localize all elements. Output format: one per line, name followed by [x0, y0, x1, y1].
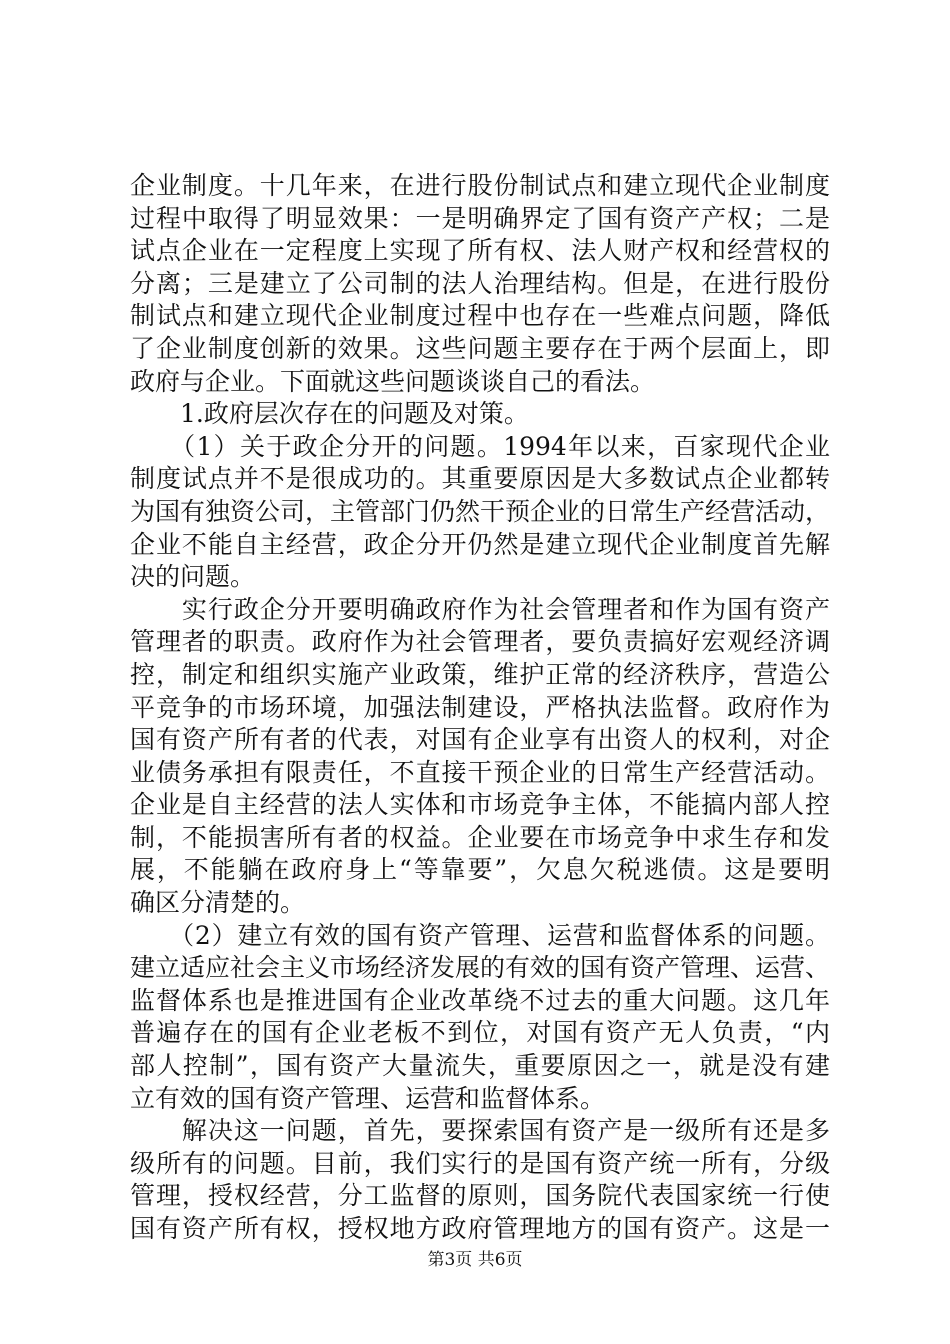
- text-line: 制试点和建立现代企业制度过程中也存在一些难点问题，降低: [130, 301, 830, 331]
- text-line: 管理，授权经营，分工监督的原则，国务院代表国家统一行使: [130, 1181, 830, 1211]
- text-line: 部人控制”，国有资产大量流失，重要原因之一，就是没有建: [130, 1051, 830, 1081]
- text-line: 决的问题。: [130, 562, 256, 592]
- text-line: 展，不能躺在政府身上“等靠要”，欠息欠税逃债。这是要明: [130, 855, 830, 885]
- text-line: 了企业制度创新的效果。这些问题主要存在于两个层面上，即: [130, 333, 830, 363]
- page-footer: [0, 1245, 950, 1270]
- text-line: 制，不能损害所有者的权益。企业要在市场竞争中求生存和发: [130, 822, 830, 852]
- text-line: 实行政企分开要明确政府作为社会管理者和作为国有资产: [130, 594, 830, 624]
- text-line: 确区分清楚的。: [130, 888, 306, 918]
- text-line: 级所有的问题。目前，我们实行的是国有资产统一所有，分级: [130, 1148, 830, 1178]
- text-line: 建立适应社会主义市场经济发展的有效的国有资产管理、运营、: [130, 953, 831, 983]
- text-line: 管理者的职责。政府作为社会管理者，要负责搞好宏观经济调: [130, 627, 830, 657]
- document-body: [130, 170, 830, 1246]
- text-line: 平竞争的市场环境，加强法制建设，严格执法监督。政府作为: [130, 692, 830, 722]
- text-line: （2）建立有效的国有资产管理、运营和监督体系的问题。: [130, 920, 830, 950]
- text-line: 政府与企业。下面就这些问题谈谈自己的看法。: [130, 366, 656, 396]
- text-line: 解决这一问题，首先，要探索国有资产是一级所有还是多: [130, 1116, 830, 1146]
- text-line: 试点企业在一定程度上实现了所有权、法人财产权和经营权的: [130, 236, 830, 266]
- text-line: 制度试点并不是很成功的。其重要原因是大多数试点企业都转: [130, 464, 830, 494]
- text-line: 普遍存在的国有企业老板不到位，对国有资产无人负责，“内: [130, 1018, 830, 1048]
- text-line: 为国有独资公司，主管部门仍然干预企业的日常生产经营活动，: [130, 496, 831, 526]
- text-line: 立有效的国有资产管理、运营和监督体系。: [130, 1083, 606, 1113]
- text-line: 国有资产所有权，授权地方政府管理地方的国有资产。这是一: [130, 1214, 830, 1243]
- text-line: 企业是自主经营的法人实体和市场竞争主体，不能搞内部人控: [130, 790, 830, 820]
- text-line: 1.政府层次存在的问题及对策。: [130, 399, 529, 429]
- text-line: 分离；三是建立了公司制的法人治理结构。但是，在进行股份: [130, 268, 830, 298]
- text-line: 国有资产所有者的代表，对国有企业享有出资人的权利，对企: [130, 725, 830, 755]
- page-number-label: 第3页 共6页: [427, 1250, 523, 1270]
- text-line: 过程中取得了明显效果：一是明确界定了国有资产产权；二是: [130, 203, 830, 233]
- text-line: 企业制度。十几年来，在进行股份制试点和建立现代企业制度: [130, 171, 830, 200]
- text-line: 企业不能自主经营，政企分开仍然是建立现代企业制度首先解: [130, 529, 830, 559]
- text-line: （1）关于政企分开的问题。1994年以来，百家现代企业: [130, 431, 830, 461]
- text-line: 业债务承担有限责任，不直接干预企业的日常生产经营活动。: [130, 757, 830, 787]
- text-line: 监督体系也是推进国有企业改革绕不过去的重大问题。这几年: [130, 985, 830, 1015]
- text-line: 控，制定和组织实施产业政策，维护正常的经济秩序，营造公: [130, 659, 830, 689]
